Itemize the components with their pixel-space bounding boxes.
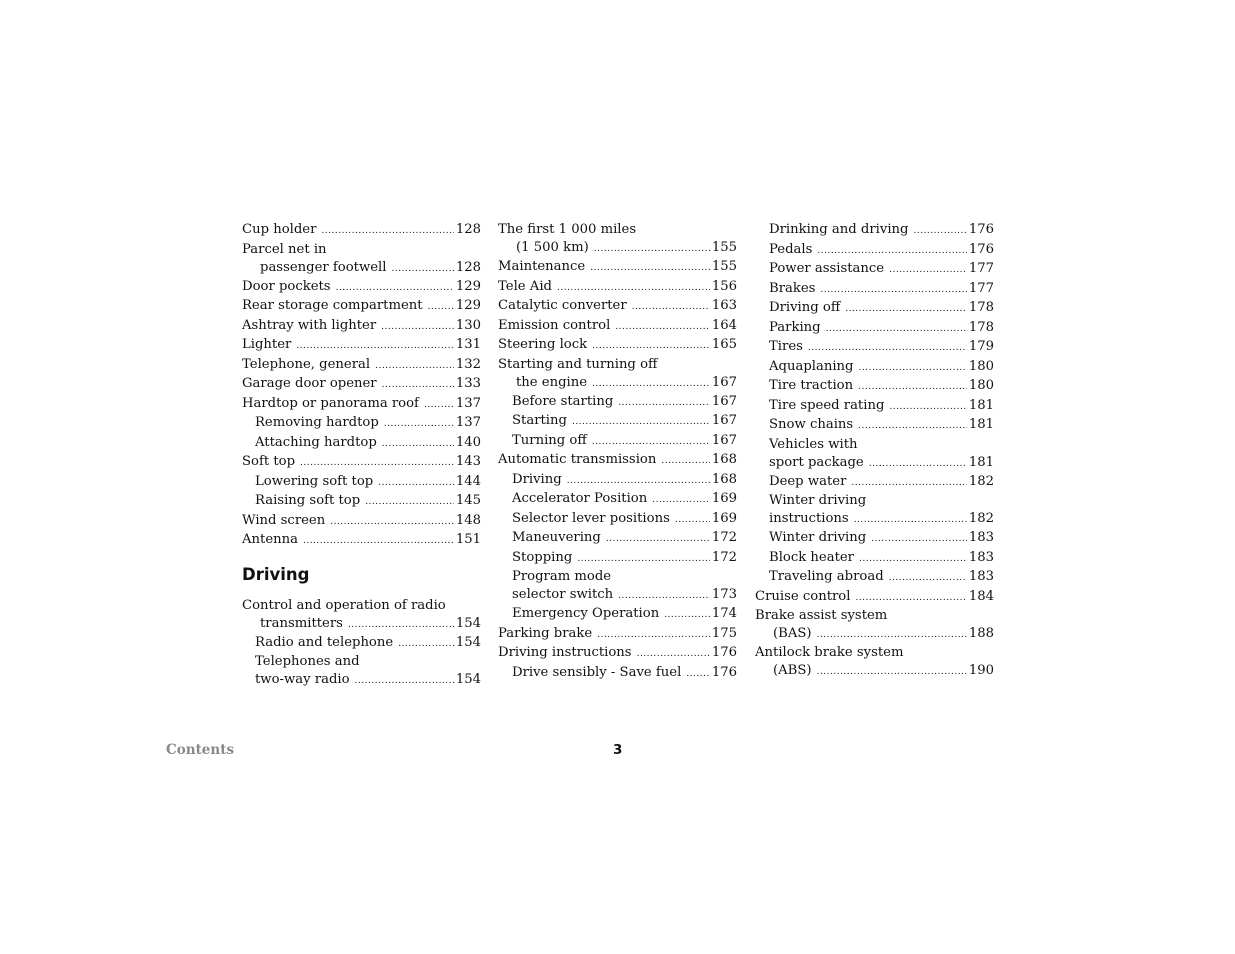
toc-entry[interactable]: [755, 221, 994, 241]
entry-title: Steering lock: [498, 337, 588, 352]
entry-page: 145: [455, 493, 481, 508]
entry-title: Drinking and driving: [769, 222, 909, 237]
entry-title: Snow chains: [769, 417, 854, 432]
entry-title: Antenna: [242, 532, 298, 547]
entry-page: 132: [455, 356, 481, 372]
entry-title: Accelerator Position: [512, 491, 648, 506]
entry-title-line1: Parcel net in: [242, 241, 327, 257]
footer-section-label: Contents: [166, 742, 235, 758]
entry-page: 137: [455, 415, 481, 430]
entry-page: 128: [455, 222, 481, 237]
entry-title: Traveling abroad: [769, 569, 884, 584]
section-heading-driving: Driving: [242, 564, 310, 584]
toc-entry[interactable]: [755, 529, 994, 549]
entry-page: 181: [968, 454, 994, 470]
entry-title: Soft top: [242, 454, 296, 469]
entry-title-line1: Program mode: [512, 569, 612, 584]
entry-title: Selector lever positions: [512, 510, 670, 526]
entry-page: 178: [968, 300, 994, 315]
entry-title: Tire speed rating: [769, 397, 885, 413]
toc-entry[interactable]: [498, 356, 737, 393]
toc-entry[interactable]: [498, 278, 737, 298]
entry-title: Tire traction: [769, 378, 854, 393]
entry-page: 144: [455, 473, 481, 489]
toc-entry[interactable]: [755, 299, 994, 319]
entry-title: selector switch: [512, 587, 614, 602]
toc-entry[interactable]: [755, 280, 994, 300]
entry-title: Emergency Operation: [512, 606, 660, 621]
toc-entry[interactable]: [755, 492, 994, 529]
entry-page: 155: [711, 240, 737, 255]
entry-page: 176: [711, 664, 737, 680]
entry-title: (1 500 km): [516, 240, 589, 255]
entry-title: Turning off: [512, 432, 587, 448]
entry-title: Hardtop or panorama roof: [242, 395, 419, 411]
entry-page: 148: [455, 512, 481, 528]
entry-title: Radio and telephone: [255, 634, 394, 650]
toc-entry[interactable]: [498, 412, 737, 432]
toc-entry[interactable]: [755, 319, 994, 339]
toc-entry[interactable]: [242, 597, 481, 634]
toc-entry[interactable]: [242, 434, 481, 454]
toc-entry[interactable]: [755, 588, 994, 608]
entry-page: 140: [455, 434, 481, 450]
toc-entry[interactable]: [755, 568, 994, 588]
entry-page: 168: [711, 471, 737, 487]
toc-entry[interactable]: [242, 653, 481, 690]
toc-entry[interactable]: [498, 529, 737, 549]
toc-column-3: [755, 221, 994, 681]
entry-page: 168: [711, 452, 737, 467]
toc-entry[interactable]: [242, 395, 481, 415]
toc-entry[interactable]: [498, 568, 737, 605]
toc-entry[interactable]: [242, 531, 481, 551]
entry-title: Brakes: [769, 280, 816, 296]
entry-title: (ABS): [773, 663, 812, 678]
entry-page: 177: [968, 261, 994, 276]
entry-title: Drive sensibly - Save fuel: [512, 664, 682, 680]
entry-title: Cruise control: [755, 588, 851, 604]
toc-entry[interactable]: [498, 221, 737, 258]
toc-entry[interactable]: [755, 644, 994, 681]
toc-entry[interactable]: [498, 625, 737, 645]
entry-title: Maintenance: [498, 259, 586, 274]
entry-page: 155: [711, 259, 737, 274]
entry-title: Winter driving: [769, 530, 867, 545]
toc-entry[interactable]: [498, 393, 737, 413]
toc-entry[interactable]: [498, 471, 737, 491]
entry-page: 151: [455, 532, 481, 547]
entry-title: Stopping: [512, 549, 573, 565]
entry-page: 154: [455, 615, 481, 631]
entry-page: 167: [711, 393, 737, 409]
entry-page: 176: [711, 645, 737, 660]
entry-title: Block heater: [769, 549, 854, 565]
entry-page: 183: [968, 549, 994, 565]
entry-title: Ashtray with lighter: [242, 317, 377, 333]
entry-page: 169: [711, 510, 737, 526]
entry-title: Driving instructions: [498, 645, 632, 660]
toc-entry[interactable]: [498, 510, 737, 530]
toc-column-1: [242, 221, 481, 690]
entry-title: Attaching hardtop: [255, 434, 377, 450]
entry-page: 128: [455, 259, 481, 275]
entry-page: 131: [455, 337, 481, 352]
entry-title-line1: Brake assist system: [755, 608, 888, 623]
entry-page: 174: [711, 606, 737, 621]
toc-entry[interactable]: [755, 377, 994, 397]
entry-title: transmitters: [260, 615, 343, 631]
entry-page: 180: [968, 358, 994, 374]
toc-entry[interactable]: [498, 451, 737, 471]
entry-page: 182: [968, 473, 994, 489]
entry-page: 143: [455, 454, 481, 469]
entry-page: 167: [711, 413, 737, 428]
entry-title-line1: Vehicles with: [769, 436, 858, 452]
toc-entry[interactable]: [755, 473, 994, 493]
entry-page: 173: [711, 587, 737, 602]
entry-page: 176: [968, 222, 994, 237]
entry-title: sport package: [769, 454, 864, 470]
entry-title: Automatic transmission: [498, 452, 657, 467]
entry-title-line1: Telephones and: [255, 654, 360, 669]
entry-page: 183: [968, 569, 994, 584]
entry-title: Before starting: [512, 393, 614, 409]
entry-title: two-way radio: [255, 672, 350, 687]
toc-entry[interactable]: [755, 260, 994, 280]
toc-entry[interactable]: [755, 607, 994, 644]
toc-entry[interactable]: [755, 358, 994, 378]
entry-page: 163: [711, 298, 737, 313]
entry-page: 169: [711, 491, 737, 506]
entry-title: Lighter: [242, 337, 292, 352]
entry-title: Emission control: [498, 317, 611, 333]
entry-title: Maneuvering: [512, 530, 601, 545]
toc-entry[interactable]: [242, 297, 481, 317]
entry-page: 133: [455, 376, 481, 391]
toc-entry[interactable]: [498, 664, 737, 684]
entry-page: 188: [968, 626, 994, 641]
entry-page: 130: [455, 317, 481, 333]
entry-title: Garage door opener: [242, 376, 377, 391]
toc-entry[interactable]: [242, 453, 481, 473]
entry-title: Aquaplaning: [769, 358, 854, 374]
entry-page: 180: [968, 378, 994, 393]
entry-page: 177: [968, 280, 994, 296]
entry-title-line1: The first 1 000 miles: [498, 222, 637, 237]
entry-page: 165: [711, 337, 737, 352]
entry-title: Deep water: [769, 473, 847, 489]
entry-page: 181: [968, 397, 994, 413]
entry-page: 178: [968, 319, 994, 335]
toc-entry[interactable]: [242, 492, 481, 512]
entry-title-line1: Control and operation of radio: [242, 597, 446, 613]
entry-title: Parking: [769, 319, 821, 335]
entry-title: Lowering soft top: [255, 473, 374, 489]
entry-title: Removing hardtop: [255, 415, 379, 430]
toc-entry[interactable]: [498, 336, 737, 356]
entry-page: 184: [968, 588, 994, 604]
entry-page: 156: [711, 278, 737, 294]
entry-title: Pedals: [769, 241, 813, 257]
toc-entry[interactable]: [242, 241, 481, 278]
entry-title: Driving: [512, 471, 562, 487]
entry-page: 183: [968, 530, 994, 545]
toc-column-2: [498, 221, 737, 683]
toc-entry[interactable]: [242, 278, 481, 298]
entry-page: 164: [711, 317, 737, 333]
toc-entry[interactable]: [498, 432, 737, 452]
entry-page: 175: [711, 625, 737, 641]
entry-title: Wind screen: [242, 512, 326, 528]
entry-page: 167: [711, 432, 737, 448]
toc-entry[interactable]: [498, 258, 737, 278]
toc-entry[interactable]: [755, 338, 994, 358]
entry-page: 176: [968, 241, 994, 257]
entry-page: 182: [968, 511, 994, 526]
toc-entry[interactable]: [242, 634, 481, 654]
page-number: 3: [613, 742, 623, 758]
entry-title: Cup holder: [242, 222, 317, 237]
entry-page: 181: [968, 417, 994, 432]
entry-title: Power assistance: [769, 261, 885, 276]
toc-entry[interactable]: [242, 414, 481, 434]
entry-page: 167: [711, 374, 737, 390]
entry-page: 129: [455, 298, 481, 313]
toc-entry[interactable]: [498, 490, 737, 510]
entry-title: Starting: [512, 413, 567, 428]
entry-page: 172: [711, 549, 737, 565]
toc-entry[interactable]: [242, 512, 481, 532]
toc-entry[interactable]: [755, 241, 994, 261]
toc-entry[interactable]: [242, 336, 481, 356]
toc-entry[interactable]: [755, 397, 994, 417]
toc-entry[interactable]: [498, 317, 737, 337]
toc-entry[interactable]: [242, 473, 481, 493]
toc-entry[interactable]: [242, 221, 481, 241]
entry-page: 154: [455, 672, 481, 687]
entry-page: 137: [455, 395, 481, 411]
entry-title-line1: Starting and turning off: [498, 356, 658, 372]
entry-page: 172: [711, 530, 737, 545]
toc-entry[interactable]: [242, 317, 481, 337]
toc-entry[interactable]: [242, 356, 481, 376]
entry-page: 190: [968, 663, 994, 678]
entry-page: 179: [968, 339, 994, 354]
entry-title: Tele Aid: [498, 278, 552, 294]
toc-entry[interactable]: [498, 605, 737, 625]
entry-title: (BAS): [773, 626, 812, 641]
entry-page: 129: [455, 278, 481, 294]
toc-entry[interactable]: [755, 416, 994, 436]
toc-entry[interactable]: [498, 549, 737, 569]
entry-title: passenger footwell: [260, 259, 387, 275]
entry-page: 154: [455, 634, 481, 650]
entry-title: Raising soft top: [255, 493, 361, 508]
toc-entry[interactable]: [242, 375, 481, 395]
entry-title: Telephone, general: [242, 356, 371, 372]
entry-title: Door pockets: [242, 278, 331, 294]
entry-title: Parking brake: [498, 625, 593, 641]
toc-entry[interactable]: [498, 644, 737, 664]
entry-title: instructions: [769, 511, 849, 526]
entry-title: Catalytic converter: [498, 298, 627, 313]
toc-entry[interactable]: [755, 436, 994, 473]
toc-entry[interactable]: [498, 297, 737, 317]
entry-title-line1: Antilock brake system: [755, 645, 904, 660]
entry-title-line1: Winter driving: [769, 493, 867, 508]
entry-title: Driving off: [769, 300, 841, 315]
entry-title: Tires: [769, 339, 803, 354]
toc-entry[interactable]: [755, 549, 994, 569]
entry-title: the engine: [516, 374, 588, 390]
entry-title: Rear storage compartment: [242, 298, 423, 313]
